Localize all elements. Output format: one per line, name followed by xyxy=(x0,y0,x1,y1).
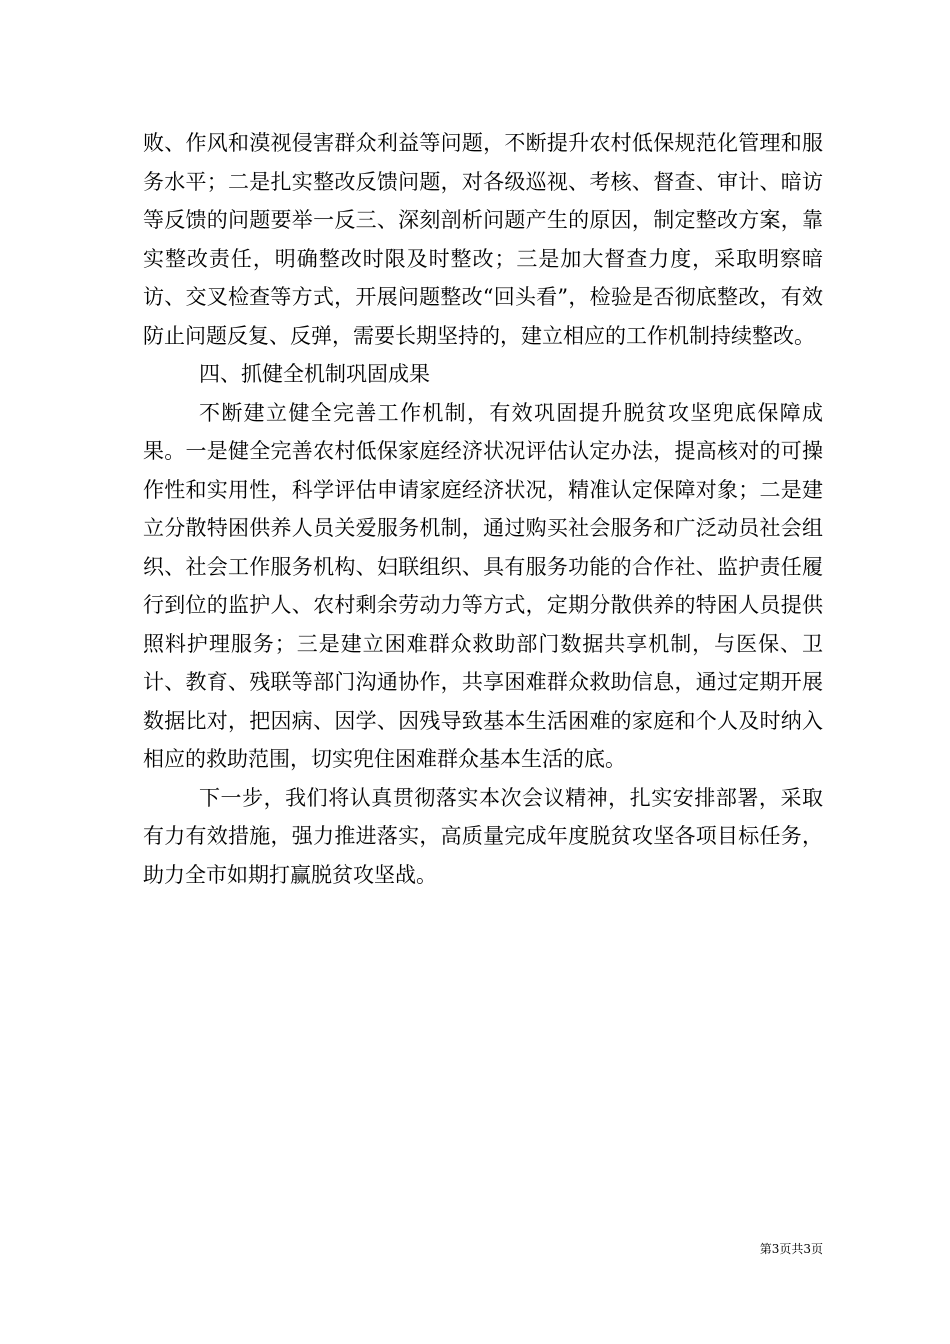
paragraph-mechanism: 不断建立健全完善工作机制，有效巩固提升脱贫攻坚兜底保障成果。一是健全完善农村低保家庭经济状况评估认定办法，提高核对的可操作性和实用性，科学评估申请家庭经济状况，精准认定保障对象；二是建立分散特困供养人员关爱服务机制，通过购买社会服务和广泛动员社会组织、社会工作服务机构、妇联组织、具有服务功能的合作社、监护责任履行到位的监护人、农村剩余劳动力等方式，定期分散供养的特困人员提供照料护理服务；三是建立困难群众救助部门数据共享机制，与医保、卫计、教育、残联等部门沟通协作，共享困难群众救助信息，通过定期开展数据比对，把因病、因学、因残导致基本生活困难的家庭和个人及时纳入相应的救助范围，切实兜住困难群众基本生活的底。 xyxy=(143,400,823,771)
page-number: 第3页共3页 xyxy=(759,1242,823,1256)
document-body xyxy=(143,124,823,894)
section-heading: 四、抓健全机制巩固成果 xyxy=(199,362,430,386)
paragraph-continuation: 败、作风和漠视侵害群众利益等问题，不断提升农村低保规范化管理和服务水平；二是扎实整改反馈问题，对各级巡视、考核、督查、审计、暗访等反馈的问题要举一反三、深刻剖析问题产生的原因，制定整改方案，靠实整改责任，明确整改时限及时整改；三是加大督查力度，采取明察暗访、交叉检查等方式，开展问题整改“回头看”，检验是否彻底整改，有效防止问题反复、反弹，需要长期坚持的，建立相应的工作机制持续整改。 xyxy=(143,131,823,348)
paragraph-next-steps: 下一步，我们将认真贯彻落实本次会议精神，扎实安排部署，采取有力有效措施，强力推进落实，高质量完成年度脱贫攻坚各项目标任务，助力全市如期打赢脱贫攻坚战。 xyxy=(143,785,823,887)
